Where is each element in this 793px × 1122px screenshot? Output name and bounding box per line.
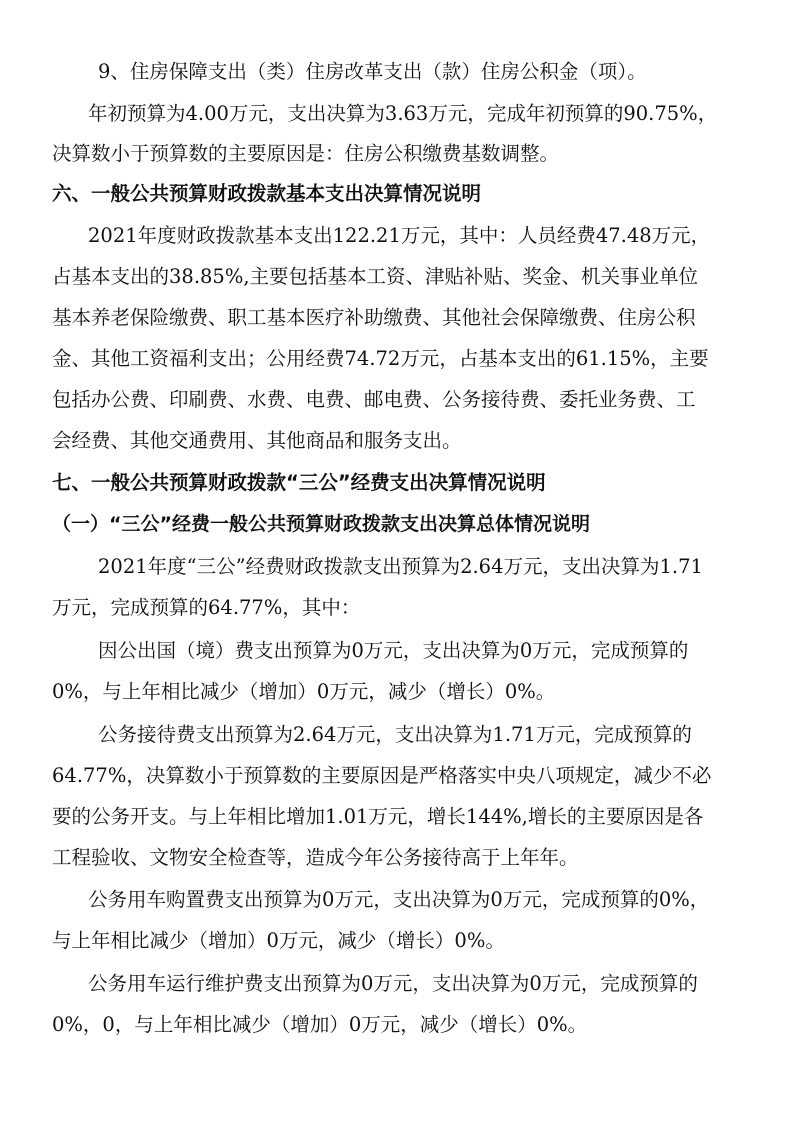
paragraph-line: 决算数小于预算数的主要原因是：住房公积缴费基数调整。 bbox=[52, 142, 560, 165]
paragraph-line: 要的公务开支。与上年相比增加1.01万元，增长144%,增长的主要原因是各 bbox=[52, 805, 704, 828]
paragraph-line: 基本养老保险缴费、职工基本医疗补助缴费、其他社会保障缴费、住房公积 bbox=[52, 306, 696, 329]
paragraph-line: 万元，完成预算的64.77%，其中： bbox=[52, 596, 361, 619]
paragraph-line: 公务用车运行维护费支出预算为0万元，支出决算为0万元，完成预算的 bbox=[88, 972, 698, 995]
paragraph-line: 公务接待费支出预算为2.64万元，支出决算为1.71万元，完成预算的 bbox=[98, 723, 692, 746]
section-heading-7: 七、一般公共预算财政拨款“三公”经费支出决算情况说明 bbox=[52, 471, 546, 494]
section-heading-6: 六、一般公共预算财政拨款基本支出决算情况说明 bbox=[52, 182, 482, 205]
paragraph-line: 与上年相比减少（增加）0万元，减少（增长）0%。 bbox=[52, 929, 505, 952]
sub-heading-1: （一）“三公”经费一般公共预算财政拨款支出决算总体情况说明 bbox=[52, 513, 590, 535]
paragraph-line: 9、住房保障支出（类）住房改革支出（款）住房公积金（项）。 bbox=[98, 60, 647, 83]
paragraph-line: 工程验收、文物安全检查等，造成今年公务接待高于上年年。 bbox=[52, 846, 579, 869]
paragraph-line: 包括办公费、印刷费、水费、电费、邮电费、公务接待费、委托业务费、工 bbox=[52, 388, 696, 411]
paragraph-line: 2021年度“三公”经费财政拨款支出预算为2.64万元，支出决算为1.71 bbox=[98, 555, 703, 578]
paragraph-line: 64.77%，决算数小于预算数的主要原因是严格落实中央八项规定，减少不必 bbox=[52, 764, 712, 787]
paragraph-line: 因公出国（境）费支出预算为0万元，支出决算为0万元，完成预算的 bbox=[98, 639, 689, 662]
paragraph-line: 0%，0，与上年相比减少（增加）0万元，减少（增长）0%。 bbox=[52, 1013, 588, 1036]
paragraph-line: 公务用车购置费支出预算为0万元，支出决算为0万元，完成预算的0%， bbox=[88, 888, 710, 911]
paragraph-line: 金、其他工资福利支出；公用经费74.72万元，占基本支出的61.15%，主要 bbox=[52, 347, 709, 370]
paragraph-line: 0%，与上年相比减少（增加）0万元，减少（增长）0%。 bbox=[52, 680, 556, 703]
paragraph-line: 年初预算为4.00万元，支出决算为3.63万元，完成年初预算的90.75%， bbox=[88, 102, 718, 125]
paragraph-line: 占基本支出的38.85%,主要包括基本工资、津贴补贴、奖金、机关事业单位 bbox=[52, 265, 699, 288]
paragraph-line: 2021年度财政拨款基本支出122.21万元，其中：人员经费47.48万元， bbox=[88, 224, 711, 247]
paragraph-line: 会经费、其他交通费用、其他商品和服务支出。 bbox=[52, 429, 462, 452]
